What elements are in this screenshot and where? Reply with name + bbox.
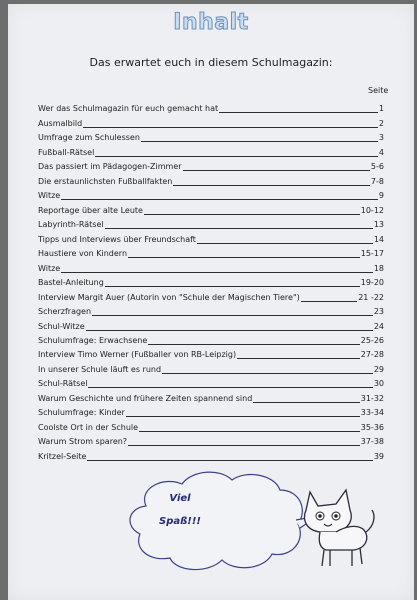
- toc-entry-page: 35-36: [360, 422, 384, 432]
- toc-entry-page: 14: [373, 234, 384, 244]
- toc-leader-line: [61, 199, 378, 200]
- toc-entry-page: 15-17: [360, 249, 384, 259]
- toc-entry: [38, 447, 384, 461]
- page-subtitle: Das erwartet euch in diesem Schulmagazin:: [89, 56, 333, 69]
- bubble-text-line1: Viel: [169, 493, 191, 504]
- toc-entry: [38, 114, 384, 128]
- toc-entry-title: Die erstaunlichsten Fußballfakten: [38, 176, 173, 186]
- toc-leader-line: [83, 127, 378, 128]
- toc-entry: [38, 259, 384, 273]
- toc-entry-title: Fußball-Rätsel: [38, 147, 95, 157]
- toc-entry-title: Schulumfrage: Erwachsene: [38, 335, 148, 345]
- toc-leader-line: [237, 358, 360, 359]
- toc-entry: [38, 201, 384, 215]
- table-of-contents: [38, 100, 384, 462]
- toc-entry-page: 24: [373, 321, 384, 331]
- toc-entry-page: 7-8: [370, 176, 384, 186]
- toc-entry-page: 18: [373, 263, 384, 273]
- toc-entry: [38, 216, 384, 230]
- toc-leader-line: [301, 301, 357, 302]
- toc-entry-title: Interview Margit Auer (Autorin von "Schule der Magischen Tiere"): [38, 292, 300, 302]
- toc-leader-line: [87, 460, 372, 461]
- toc-entry-page: 19-20: [360, 278, 384, 288]
- toc-entry-title: Interview Timo Werner (Fußballer von RB-Leipzig): [38, 350, 237, 360]
- toc-entry: [38, 143, 384, 157]
- toc-entry-title: In unserer Schule läuft es rund: [38, 364, 162, 374]
- toc-entry-page: 33-34: [360, 408, 384, 418]
- toc-entry-page: 37-38: [360, 437, 384, 447]
- toc-entry: [38, 245, 384, 259]
- toc-entry-title: Coolste Ort in der Schule: [38, 422, 139, 432]
- toc-entry: [38, 360, 384, 374]
- toc-entry: [38, 274, 384, 288]
- toc-entry-page: 9: [378, 191, 384, 201]
- toc-entry: [38, 100, 384, 114]
- toc-leader-line: [88, 387, 372, 388]
- toc-leader-line: [128, 257, 360, 258]
- toc-entry-title: Kritzel-Seite: [38, 451, 87, 461]
- toc-entry: [38, 332, 384, 346]
- toc-entry-page: 4: [378, 147, 384, 157]
- toc-entry-page: 23: [373, 307, 384, 317]
- toc-entry-page: 27-28: [360, 350, 384, 360]
- toc-entry: [38, 303, 384, 317]
- toc-leader-line: [173, 185, 370, 186]
- toc-entry-title: Haustiere von Kindern: [38, 249, 128, 259]
- toc-leader-line: [105, 228, 373, 229]
- cat-drawing-icon: [296, 486, 380, 570]
- toc-entry-title: Witze: [38, 191, 61, 201]
- toc-entry: [38, 433, 384, 447]
- toc-entry-title: Ausmalbild: [38, 118, 83, 128]
- toc-leader-line: [128, 445, 360, 446]
- toc-entry-title: Warum Strom sparen?: [38, 437, 128, 447]
- toc-entry: [38, 172, 384, 186]
- toc-entry-title: Reportage über alte Leute: [38, 205, 143, 215]
- toc-entry-page: 10-12: [360, 205, 384, 215]
- toc-entry: [38, 187, 384, 201]
- toc-entry-title: Wer das Schulmagazin für euch gemacht hat: [38, 104, 219, 114]
- toc-entry: [38, 346, 384, 360]
- toc-entry-title: Das passiert im Pädagogen-Zimmer: [38, 162, 182, 172]
- toc-entry: [38, 375, 384, 389]
- toc-leader-line: [141, 141, 378, 142]
- toc-entry-page: 31-32: [360, 393, 384, 403]
- page-heading: Inhalt: [173, 10, 249, 35]
- toc-entry-page: 13: [373, 220, 384, 230]
- toc-entry-title: Umfrage zum Schulessen: [38, 133, 140, 143]
- toc-entry-title: Bastel-Anleitung: [38, 278, 104, 288]
- toc-entry: [38, 288, 384, 302]
- toc-entry: [38, 317, 384, 331]
- bubble-text-line2: Spaß!!!: [159, 516, 201, 527]
- toc-leader-line: [253, 402, 359, 403]
- toc-entry: [38, 158, 384, 172]
- toc-leader-line: [105, 286, 360, 287]
- toc-leader-line: [162, 373, 373, 374]
- toc-leader-line: [95, 156, 378, 157]
- page-column-label: Seite: [368, 86, 389, 95]
- toc-entry-page: 3: [378, 133, 384, 143]
- toc-entry-page: 30: [373, 379, 384, 389]
- toc-entry: [38, 389, 384, 403]
- toc-leader-line: [144, 214, 360, 215]
- toc-entry-page: 25-26: [360, 335, 384, 345]
- toc-entry-title: Schul-Witze: [38, 321, 85, 331]
- toc-entry-page: 39: [373, 451, 384, 461]
- toc-entry-title: Warum Geschichte und frühere Zeiten spannend sind: [38, 393, 253, 403]
- toc-entry-title: Labyrinth-Rätsel: [38, 220, 104, 230]
- toc-entry-title: Witze: [38, 263, 61, 273]
- toc-entry: [38, 230, 384, 244]
- toc-entry-page: 21 -22: [358, 292, 384, 302]
- toc-leader-line: [86, 330, 373, 331]
- toc-entry-page: 5-6: [370, 162, 384, 172]
- toc-entry: [38, 129, 384, 143]
- toc-entry: [38, 418, 384, 432]
- toc-leader-line: [219, 112, 378, 113]
- toc-leader-line: [92, 315, 373, 316]
- toc-entry-page: 2: [378, 118, 384, 128]
- toc-entry-title: Schul-Rätsel: [38, 379, 88, 389]
- toc-leader-line: [183, 170, 370, 171]
- toc-entry-title: Schulumfrage: Kinder: [38, 408, 125, 418]
- toc-leader-line: [148, 344, 359, 345]
- toc-entry-page: 29: [373, 364, 384, 374]
- toc-entry-title: Tipps und Interviews über Freundschaft: [38, 234, 196, 244]
- toc-entry-page: 1: [378, 104, 384, 114]
- toc-entry-title: Scherzfragen: [38, 307, 92, 317]
- toc-entry: [38, 404, 384, 418]
- toc-leader-line: [126, 416, 360, 417]
- toc-leader-line: [139, 431, 360, 432]
- toc-leader-line: [197, 243, 373, 244]
- toc-leader-line: [61, 272, 373, 273]
